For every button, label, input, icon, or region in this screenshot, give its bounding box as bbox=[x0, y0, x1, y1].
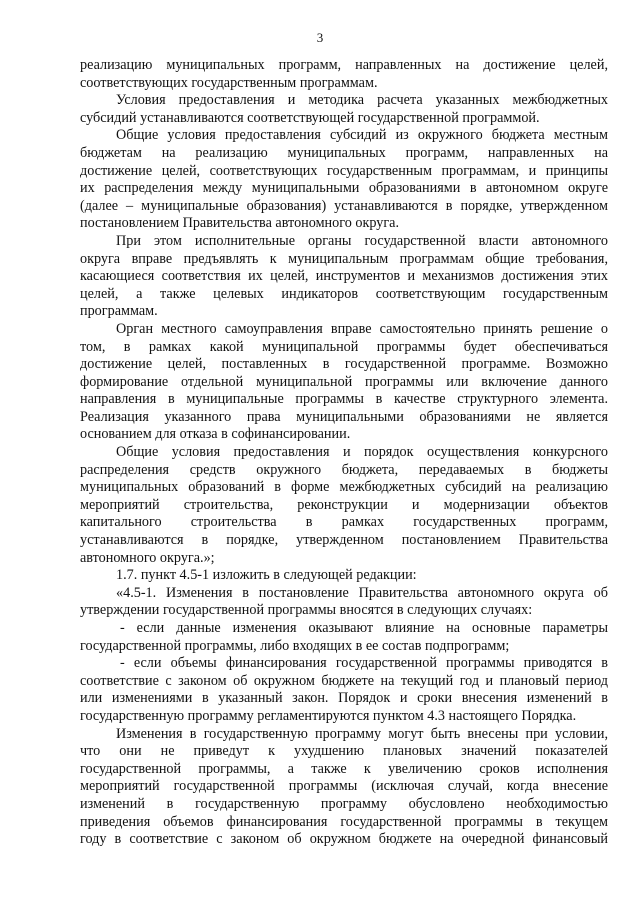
text-line: программам. bbox=[80, 303, 158, 320]
text-line: году в соответствие с законом об окружном бюджете на очередной финансовый bbox=[80, 831, 608, 848]
text-line: направления в муниципальные программы в качестве структурного элемента. bbox=[80, 391, 608, 408]
text-line: или изменениями в указанный закон. Порядок и сроки внесения изменений в bbox=[80, 690, 608, 707]
document-body bbox=[80, 57, 608, 849]
text-line: Реализация указанного права муниципальными образованиями не является bbox=[80, 408, 608, 425]
text-line: распределения средств окружного бюджета, передаваемых в бюджеты bbox=[80, 461, 608, 478]
text-line: соответствующих государственным программам. bbox=[80, 74, 378, 91]
text-line: что они не приведут к ухудшению плановых значений показателей bbox=[80, 743, 608, 760]
text-line: автономного округа.»; bbox=[80, 549, 215, 566]
text-line: мероприятий государственной программы (исключая случай, когда внесение bbox=[80, 778, 608, 795]
text-line: - если объемы финансирования государственной программы приводятся в bbox=[120, 655, 608, 672]
page-number: 3 bbox=[316, 30, 324, 45]
text-line: «4.5-1. Изменения в постановление Правительства автономного округа об bbox=[116, 584, 608, 601]
text-line: (далее – муниципальные образования) устанавливаются в порядке, утвержденном bbox=[80, 197, 608, 214]
text-line: Изменения в государственную программу могут быть внесены при условии, bbox=[116, 725, 608, 742]
text-line: касающиеся соответствия их целей, инструментов и механизмов достижения этих bbox=[80, 268, 608, 285]
text-line: их распределения между муниципальными образованиями в автономном округе bbox=[80, 180, 608, 197]
text-line: мероприятий строительства, реконструкции и модернизации объектов bbox=[80, 496, 608, 513]
text-line: соответствие с законом об окружном бюджете на текущий год и плановый период bbox=[80, 672, 608, 689]
text-line: целей, а также целевых индикаторов соответствующим государственным bbox=[80, 285, 608, 302]
text-line: Общие условия предоставления и порядок осуществления конкурсного bbox=[116, 444, 608, 461]
text-line: устанавливаются в порядке, утвержденном постановлением Правительства bbox=[80, 532, 608, 549]
text-line: округа вправе предъявлять к муниципальным программам общие требования, bbox=[80, 250, 608, 267]
text-line: государственной программы, а также к увеличению сроков исполнения bbox=[80, 760, 608, 777]
text-line: том, в рамках какой муниципальной программы будет обеспечиваться bbox=[80, 338, 608, 355]
text-line: При этом исполнительные органы государственной власти автономного bbox=[116, 232, 608, 249]
text-line: Условия предоставления и методика расчета указанных межбюджетных bbox=[116, 92, 608, 109]
text-line: государственную программу регламентируются пунктом 4.3 настоящего Порядка. bbox=[80, 707, 577, 724]
text-line: 1.7. пункт 4.5-1 изложить в следующей редакции: bbox=[116, 567, 417, 584]
text-line: утверждении государственной программы вносятся в следующих случаях: bbox=[80, 602, 533, 619]
text-line: капитального строительства в рамках государственных программ, bbox=[80, 514, 608, 531]
text-line: бюджетам на реализацию муниципальных программ, направленных на bbox=[80, 144, 608, 161]
text-line: достижение целей, поставленных в государственной программе. Возможно bbox=[80, 356, 608, 373]
text-line: приведения объемов финансирования государственной программы в текущем bbox=[80, 813, 608, 830]
text-line: достижение целей, соответствующих государственным программам, и принципы bbox=[80, 162, 608, 179]
text-line: реализацию муниципальных программ, направленных на достижение целей, bbox=[80, 57, 608, 73]
text-line: формирование отдельной муниципальной программы или включение данного bbox=[80, 373, 608, 390]
text-line: субсидий устанавливаются соответствующей государственной программой. bbox=[80, 109, 540, 126]
text-line: Орган местного самоуправления вправе самостоятельно принять решение о bbox=[116, 320, 608, 337]
text-line: - если данные изменения оказывают влияние на основные параметры bbox=[120, 620, 608, 636]
text-line: муниципальных образований в форме межбюджетных субсидий на реализацию bbox=[80, 479, 608, 496]
text-line: изменений в государственную программу обусловлено необходимостью bbox=[80, 795, 608, 812]
text-line: постановлением Правительства автономного округа. bbox=[80, 215, 400, 232]
text-line: Общие условия предоставления субсидий из окружного бюджета местным bbox=[116, 127, 608, 144]
text-line: основанием для отказа в софинансировании. bbox=[80, 426, 351, 443]
text-line: государственной программы, либо входящих в ее состав подпрограмм; bbox=[80, 637, 510, 654]
